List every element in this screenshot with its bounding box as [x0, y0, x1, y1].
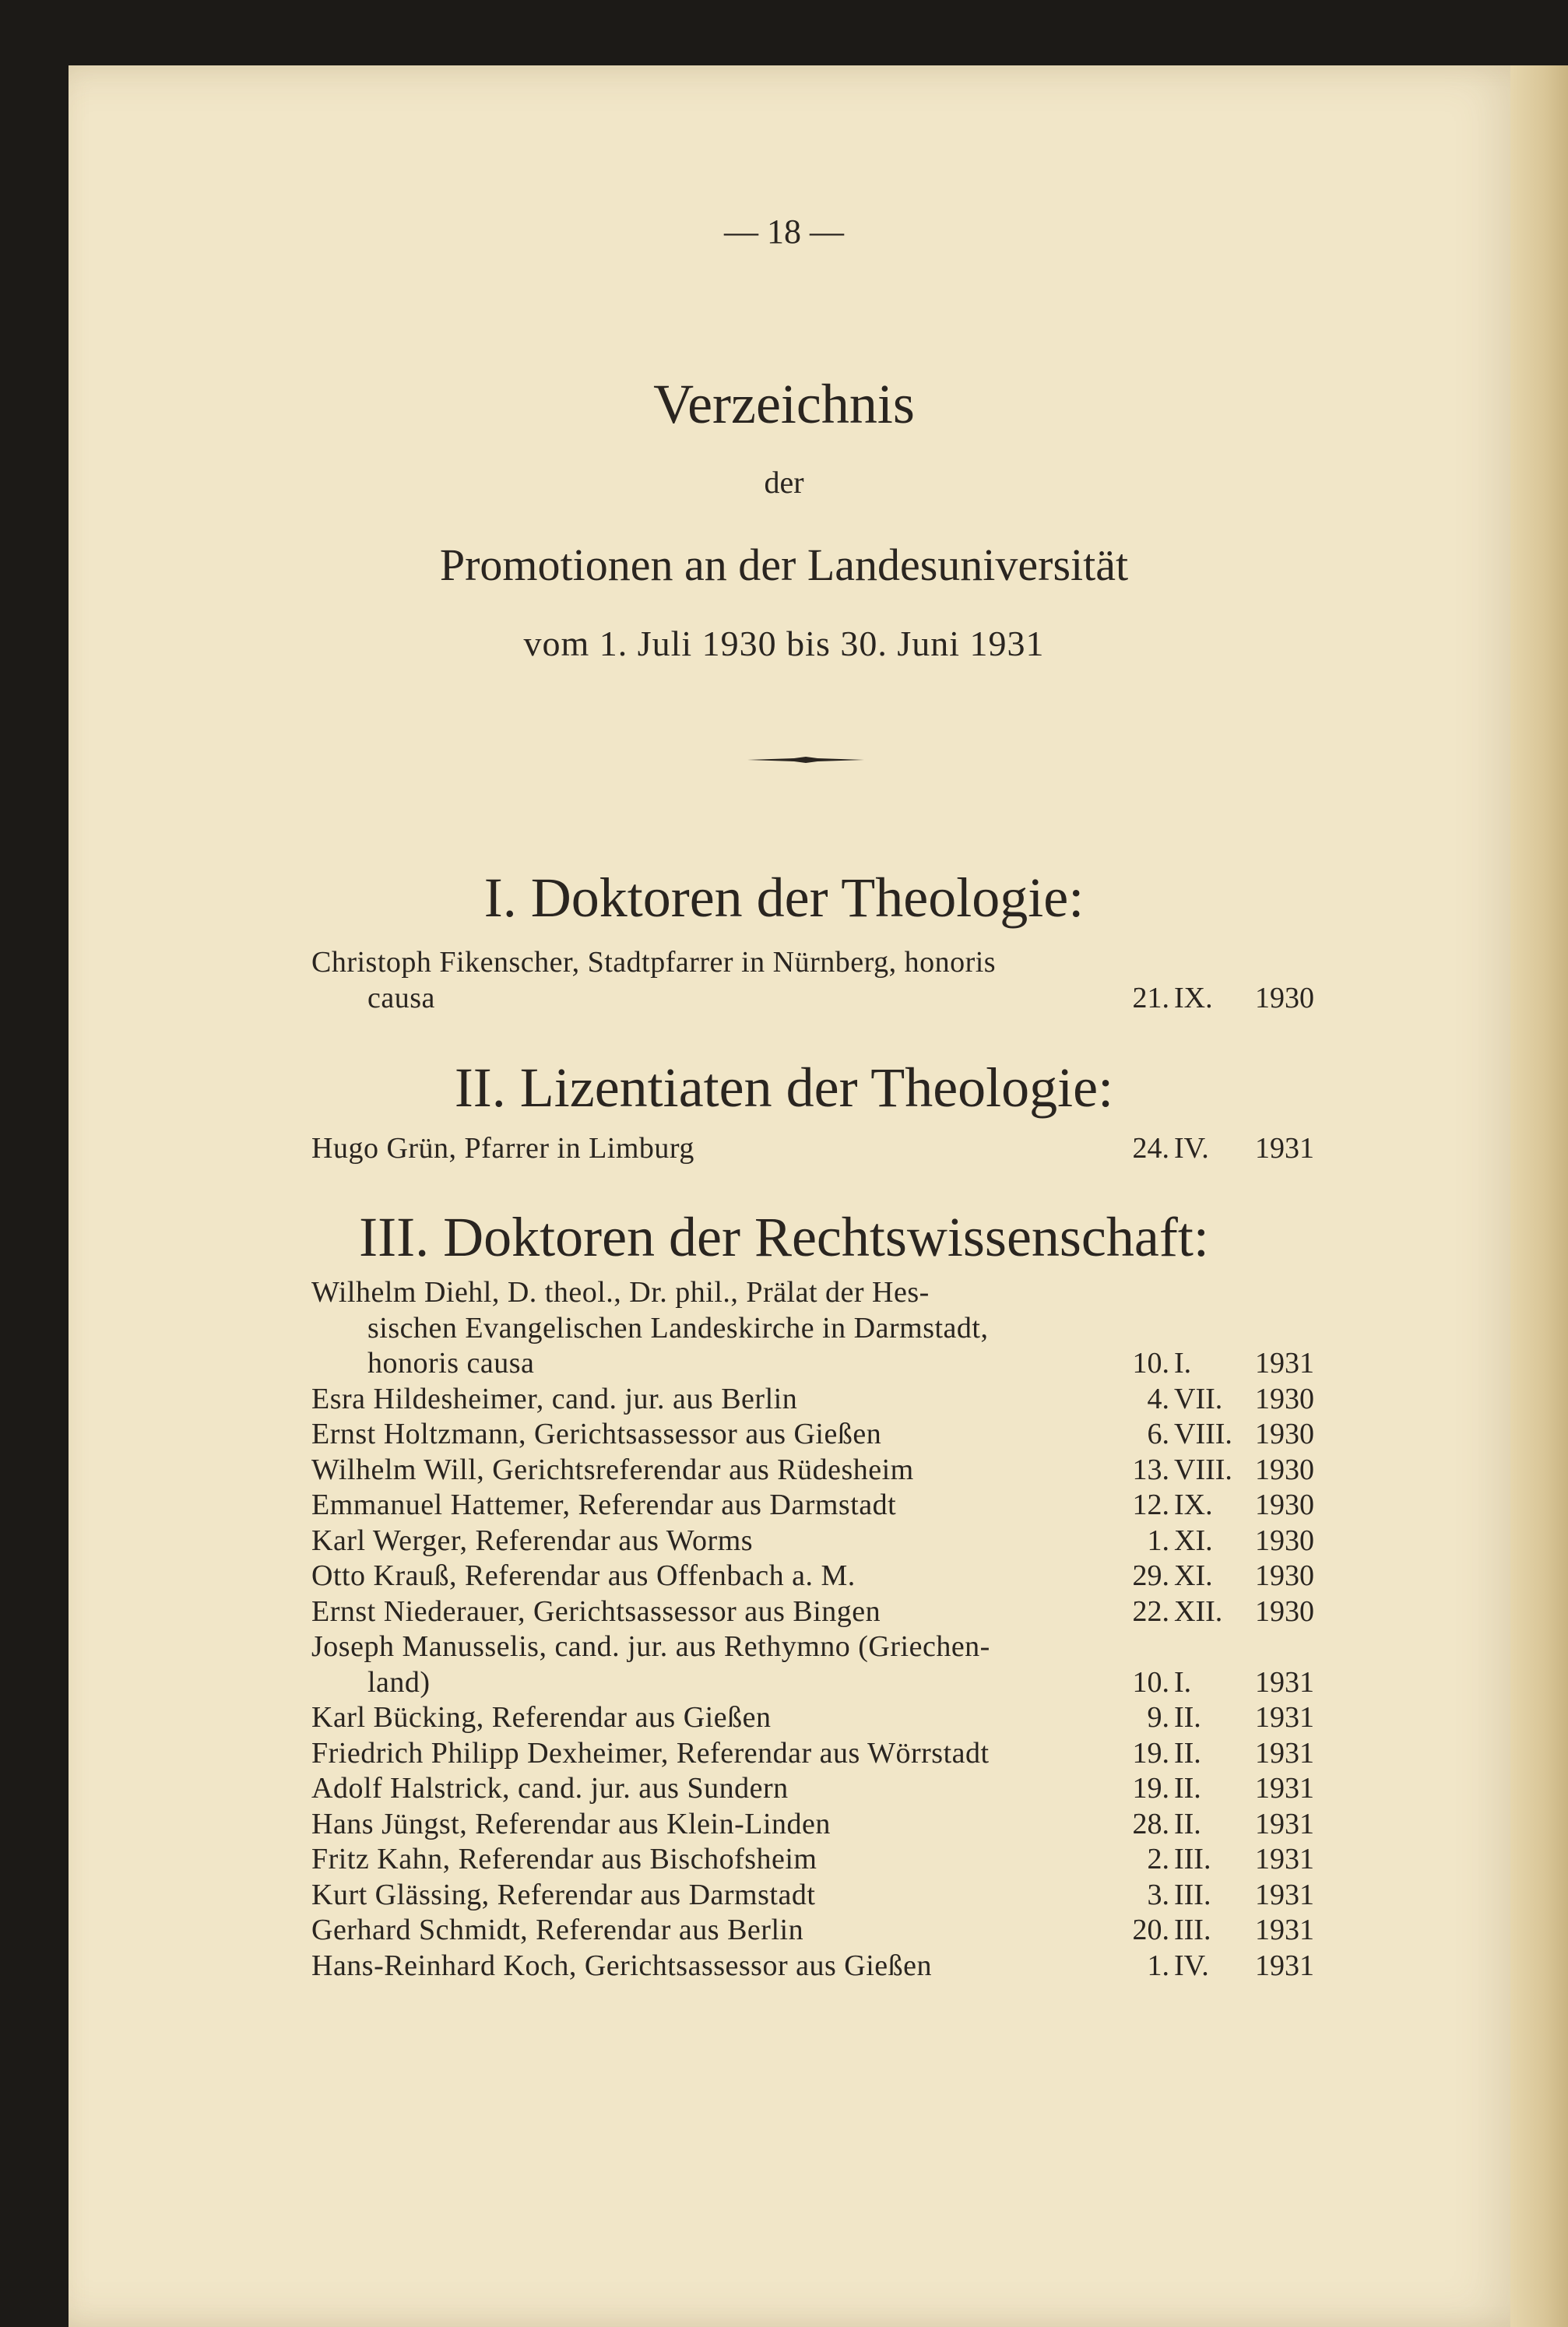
entry-day: 21. — [1132, 981, 1169, 1014]
page-number: — 18 — — [724, 213, 844, 251]
entry-text: Christoph Fikenscher, Stadtpfarrer in Nürnberg, honoris — [311, 946, 997, 979]
document-title: Verzeichnis — [653, 373, 915, 435]
entry-year: 1931 — [1255, 1132, 1314, 1165]
entry-day: 9. — [1147, 1701, 1169, 1734]
section-heading: II. Lizentiaten der Theologie: — [454, 1056, 1114, 1119]
entry-day: 13. — [1132, 1453, 1169, 1486]
entry-day: 10. — [1132, 1347, 1169, 1380]
document-title-der: der — [764, 465, 804, 500]
entry-month: XI. — [1174, 1524, 1213, 1557]
document-date-range: vom 1. Juli 1930 bis 30. Juni 1931 — [523, 624, 1045, 663]
entry-text: Wilhelm Will, Gerichtsreferendar aus Rüdesheim — [311, 1453, 914, 1486]
entry-text: Esra Hildesheimer, cand. jur. aus Berlin — [311, 1382, 798, 1415]
entry-month: II. — [1174, 1807, 1201, 1840]
entry-day: 19. — [1132, 1772, 1169, 1805]
entry-month: IX. — [1174, 1489, 1213, 1521]
entry-text: Emmanuel Hattemer, Referendar aus Darmstadt — [311, 1489, 897, 1521]
entry-year: 1931 — [1255, 1665, 1314, 1699]
entry-month: I. — [1174, 1347, 1192, 1380]
entry-day: 20. — [1132, 1914, 1169, 1946]
entry-text: Ernst Niederauer, Gerichtsassessor aus Bingen — [311, 1594, 881, 1628]
entry-year: 1931 — [1255, 1914, 1314, 1946]
entry-month: III. — [1174, 1843, 1211, 1875]
entry-month: IV. — [1174, 1132, 1209, 1165]
entry-month: II. — [1174, 1701, 1201, 1734]
entry-year: 1931 — [1255, 1878, 1314, 1911]
section-heading: III. Doktoren der Rechtswissenschaft: — [359, 1206, 1209, 1268]
entry-day: 28. — [1132, 1807, 1169, 1840]
entry-text: Ernst Holtzmann, Gerichtsassessor aus Gießen — [311, 1418, 882, 1450]
entry-text: Joseph Manusselis, cand. jur. aus Rethymno (Griechen- — [311, 1630, 990, 1663]
entry-month: VII. — [1174, 1382, 1223, 1415]
entry-year: 1931 — [1255, 1347, 1314, 1380]
entry-year: 1930 — [1255, 1453, 1314, 1486]
entry-month: VIII. — [1174, 1418, 1232, 1450]
entry-text: Kurt Glässing, Referendar aus Darmstadt — [311, 1878, 816, 1911]
entry-month: IX. — [1174, 981, 1213, 1014]
entry-year: 1931 — [1255, 1807, 1314, 1840]
entry-year: 1931 — [1255, 1843, 1314, 1875]
entry-year: 1931 — [1255, 1949, 1314, 1982]
entry-day: 1. — [1147, 1524, 1169, 1557]
entry-month: XI. — [1174, 1559, 1213, 1592]
entry-day: 24. — [1132, 1132, 1169, 1165]
entry-year: 1930 — [1255, 1559, 1314, 1592]
document-subtitle: Promotionen an der Landesuniversität — [439, 540, 1129, 590]
entry-year: 1931 — [1255, 1701, 1314, 1734]
entry-day: 1. — [1147, 1949, 1169, 1982]
entry-year: 1930 — [1255, 1594, 1314, 1628]
entry-text: Karl Bücking, Referendar aus Gießen — [311, 1701, 772, 1734]
entry-month: IV. — [1174, 1949, 1209, 1982]
entry-year: 1930 — [1255, 1382, 1314, 1415]
entry-text: Hans Jüngst, Referendar aus Klein-Linden — [311, 1807, 831, 1840]
entry-text: Gerhard Schmidt, Referendar aus Berlin — [311, 1914, 804, 1946]
entry-text: causa — [367, 981, 435, 1014]
entry-month: III. — [1174, 1878, 1211, 1911]
entry-day: 2. — [1147, 1843, 1169, 1875]
entry-day: 12. — [1132, 1489, 1169, 1521]
section-heading: I. Doktoren der Theologie: — [483, 866, 1085, 929]
entry-year: 1930 — [1255, 1524, 1314, 1557]
entry-text: honoris causa — [367, 1347, 535, 1380]
entry-year: 1930 — [1255, 1418, 1314, 1450]
entry-text: Fritz Kahn, Referendar aus Bischofsheim — [311, 1843, 817, 1875]
entry-day: 6. — [1147, 1418, 1169, 1450]
entry-year: 1931 — [1255, 1736, 1314, 1770]
entry-text: Otto Krauß, Referendar aus Offenbach a. M. — [311, 1559, 856, 1592]
entry-month: XII. — [1174, 1594, 1223, 1628]
entry-text: Adolf Halstrick, cand. jur. aus Sundern — [311, 1772, 789, 1805]
entry-month: VIII. — [1174, 1453, 1232, 1486]
entry-day: 29. — [1132, 1559, 1169, 1592]
entry-month: I. — [1174, 1665, 1192, 1699]
entry-month: II. — [1174, 1736, 1201, 1770]
entry-text: Wilhelm Diehl, D. theol., Dr. phil., Prälat der Hes- — [311, 1276, 930, 1309]
entry-year: 1930 — [1255, 1489, 1314, 1521]
entry-text: land) — [367, 1665, 431, 1699]
entry-text: Hugo Grün, Pfarrer in Limburg — [311, 1132, 694, 1165]
entry-day: 19. — [1132, 1736, 1169, 1770]
entry-month: II. — [1174, 1772, 1201, 1805]
entry-text: sischen Evangelischen Landeskirche in Darmstadt, — [367, 1311, 989, 1345]
entry-text: Karl Werger, Referendar aus Worms — [311, 1524, 754, 1557]
entry-text: Friedrich Philipp Dexheimer, Referendar aus Wörrstadt — [311, 1736, 990, 1770]
entry-year: 1930 — [1255, 981, 1314, 1014]
entry-day: 3. — [1147, 1878, 1169, 1911]
divider-ornament — [747, 757, 864, 763]
entry-day: 4. — [1147, 1382, 1169, 1415]
entry-text: Hans-Reinhard Koch, Gerichtsassessor aus Gießen — [311, 1949, 933, 1982]
entry-day: 10. — [1132, 1665, 1169, 1699]
entry-year: 1931 — [1255, 1772, 1314, 1805]
entry-day: 22. — [1132, 1594, 1169, 1628]
entry-month: III. — [1174, 1914, 1211, 1946]
